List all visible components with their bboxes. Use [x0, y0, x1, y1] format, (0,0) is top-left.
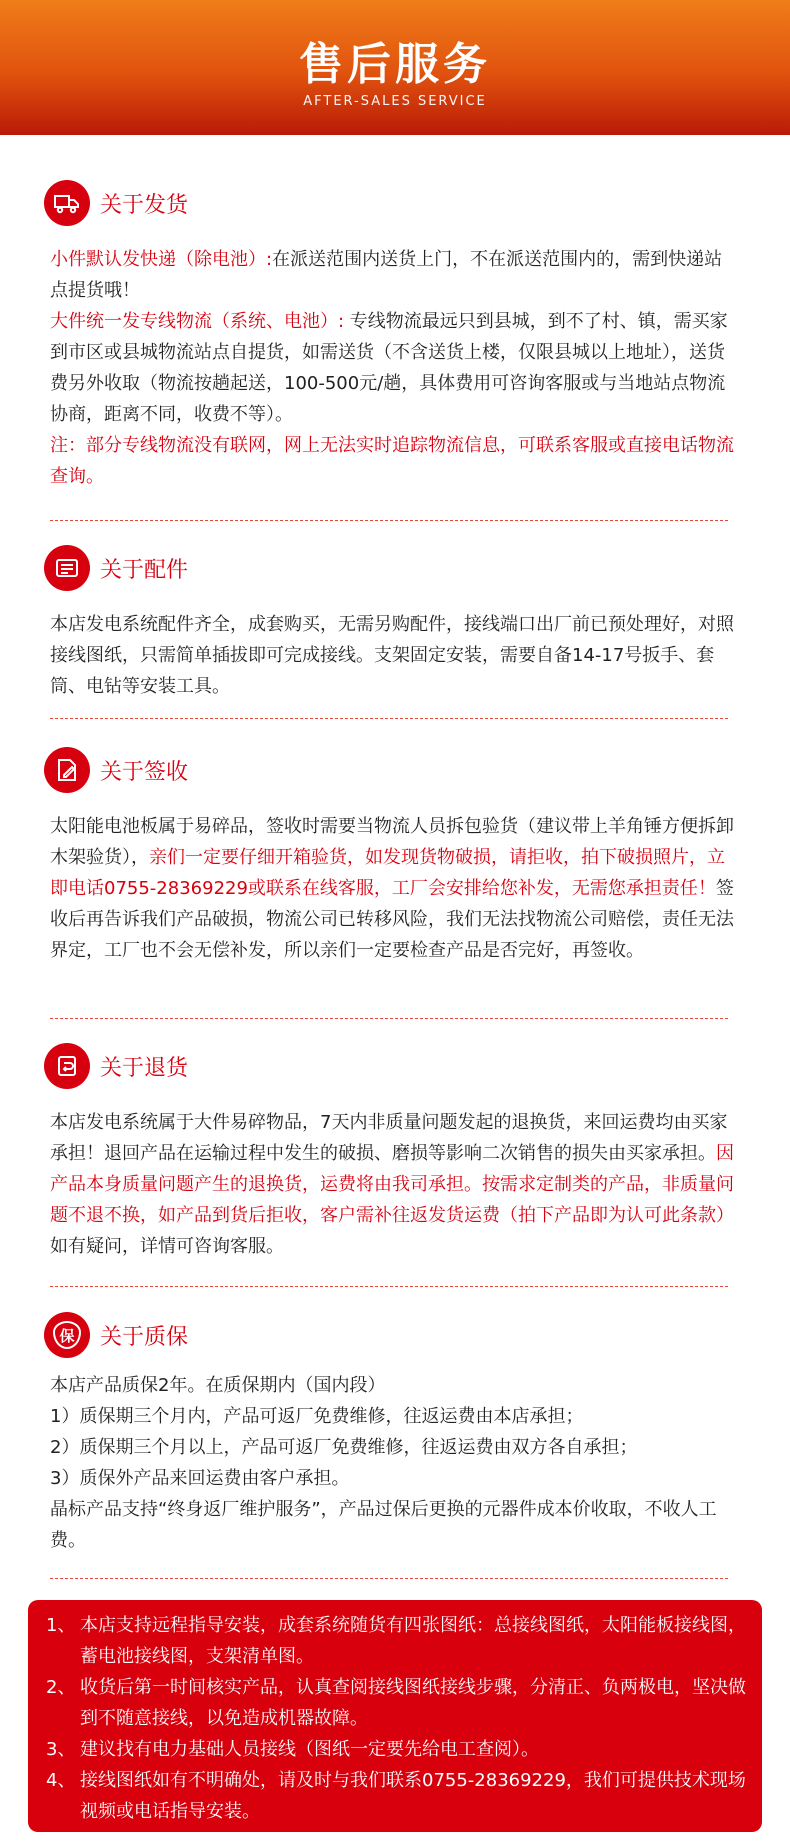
notice-item-number: 2、: [46, 1677, 76, 1698]
shipping-large-label: 大件统一发专线物流（系统、电池）:: [50, 311, 345, 332]
notice-item-text: 建议找有电力基础人员接线（图纸一定要先给电工查阅）。: [80, 1739, 539, 1760]
truck-icon: [44, 180, 90, 226]
divider: [50, 1578, 728, 1579]
page-header: [0, 0, 790, 135]
signing-title: 关于签收: [100, 760, 189, 785]
parts-title: 关于配件: [100, 558, 189, 583]
notice-item-number: 4、: [46, 1770, 76, 1791]
returns-text-2: 如有疑问，详情可咨询客服。: [50, 1236, 284, 1257]
warranty-line: 晶标产品支持“终身返厂维护服务”，产品过保后更换的元器件成本价收取，不收人工费。: [50, 1499, 717, 1551]
returns-body: [50, 1107, 740, 1262]
warranty-body: [50, 1370, 740, 1556]
notice-item-text: 收货后第一时间核实产品，认真查阅接线图纸接线步骤，分清正、负两极电，坚决做到不随意接线，以免造成机器故障。: [80, 1677, 746, 1729]
divider: [50, 718, 728, 719]
notice-item-number: 3、: [46, 1739, 76, 1760]
notice-item-text: 本店支持远程指导安装，成套系统随货有四张图纸：总接线图纸，太阳能板接线图，蓄电池接线图，支架清单图。: [80, 1615, 746, 1667]
signing-body: [50, 811, 740, 966]
notice-item: [46, 1672, 748, 1734]
divider: [50, 520, 728, 521]
warranty-title: 关于质保: [100, 1325, 189, 1350]
shipping-small-label: 小件默认发快递（除电池）:: [50, 249, 273, 270]
signing-text-2: 签收后再告诉我们产品破损，物流公司已转移风险，我们无法找物流公司赔偿，责任无法界定，工厂也不会无偿补发，所以亲们一定要检查产品是否完好，再签收。: [50, 878, 734, 961]
parts-body: 本店发电系统配件齐全，成套购买，无需另购配件，接线端口出厂前已预处理好，对照接线图纸，只需简单插拔即可完成接线。支架固定安装，需要自备14-17号扳手、套筒、电钻等安装工具。: [50, 614, 734, 697]
warranty-icon-glyph: 保: [53, 1321, 81, 1349]
signing-warning: 亲们一定要仔细开箱验货，如发现货物破损，请拒收，拍下破损照片，立即电话0755-28369229或联系在线客服，工厂会安排给您补发，无需您承担责任！: [50, 847, 725, 899]
shipping-small-text: 在派送范围内送货上门，不在派送范围内的，需到快递站点提货哦！: [50, 249, 723, 301]
shipping-body: [50, 244, 740, 492]
divider: [50, 1018, 728, 1019]
notice-item: [46, 1734, 748, 1765]
warranty-line: 2）质保期三个月以上，产品可返厂免费维修，往返运费由双方各自承担；: [50, 1437, 638, 1458]
notice-item-text: 接线图纸如有不明确处，请及时与我们联系0755-28369229，我们可提供技术现场视频或电话指导安装。: [80, 1770, 746, 1822]
installation-notice-box: [28, 1600, 762, 1832]
shipping-title: 关于发货: [100, 193, 189, 218]
returns-text-1: 本店发电系统属于大件易碎物品，7天内非质量问题发起的退换货，来回运费均由买家承担！退回产品在运输过程中发生的破损、磨损等影响二次销售的损失由买家承担。: [50, 1112, 728, 1164]
warranty-line: 本店产品质保2年。在质保期内（国内段）: [50, 1375, 386, 1396]
warranty-line: 3）质保外产品来回运费由客户承担。: [50, 1468, 350, 1489]
notice-item: [46, 1610, 748, 1672]
warranty-line: 1）质保期三个月内，产品可返厂免费维修，往返运费由本店承担；: [50, 1406, 584, 1427]
divider: [50, 1286, 728, 1287]
sign-document-icon: [44, 747, 90, 793]
parts-list-icon: [44, 545, 90, 591]
shipping-large-text: 专线物流最远只到县城，到不了村、镇，需买家到市区或县城物流站点自提货，如需送货（不含送货上楼，仅限县城以上地址），送货费另外收取（物流按趟起送，100-500元/趟，具体费用可咨询客服或与当地站点物流协商，距离不同，收费不等）。: [50, 311, 728, 425]
page-subtitle: AFTER-SALES SERVICE: [303, 94, 487, 109]
return-icon: [44, 1043, 90, 1089]
notice-item-number: 1、: [46, 1615, 76, 1636]
shipping-note: 注：部分专线物流没有联网，网上无法实时追踪物流信息，可联系客服或直接电话物流查询。: [50, 435, 734, 487]
returns-title: 关于退货: [100, 1056, 189, 1081]
returns-warning: 因产品本身质量问题产生的退换货，运费将由我司承担。按需求定制类的产品，非质量问题不退不换，如产品到货后拒收，客户需补往返发货运费（拍下产品即为认可此条款）: [50, 1143, 734, 1226]
page-title: 售后服务: [299, 39, 491, 90]
signing-text-1: 太阳能电池板属于易碎品，签收时需要当物流人员拆包验货（建议带上羊角锤方便拆卸木架验货），: [50, 816, 734, 868]
notice-item: [46, 1765, 748, 1827]
warranty-icon: [44, 1312, 90, 1358]
